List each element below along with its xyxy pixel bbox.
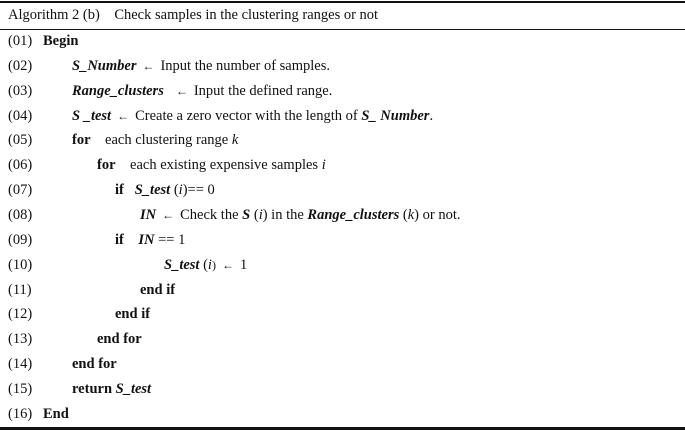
line-number: (08) xyxy=(8,206,33,223)
code-token: i xyxy=(207,256,212,273)
code-token: if xyxy=(115,231,124,248)
line-code xyxy=(72,83,332,100)
code-token: ) in the xyxy=(262,206,308,223)
code-token: 1 xyxy=(239,256,248,273)
code-token: Input the number of samples. xyxy=(160,57,331,74)
code-token: Create a zero vector with the length of xyxy=(135,107,362,124)
code-token: return xyxy=(72,380,116,397)
code-token: Range_clusters xyxy=(72,82,164,99)
code-token: each existing expensive samples xyxy=(115,157,322,174)
line-code xyxy=(72,58,330,75)
code-token: if xyxy=(115,182,124,199)
code-token: End xyxy=(43,405,69,422)
line-number: (02) xyxy=(8,57,33,74)
line-code xyxy=(72,381,151,398)
line-code xyxy=(43,33,78,50)
line-code xyxy=(140,207,460,224)
line-code xyxy=(72,108,433,125)
bottom-rule xyxy=(0,427,685,430)
code-token: IN xyxy=(138,231,155,248)
title-rule xyxy=(0,29,685,30)
assign-arrow: ) ← xyxy=(211,257,240,272)
code-token: i xyxy=(321,157,326,174)
code-token: k xyxy=(407,206,415,223)
line-number: (06) xyxy=(8,157,33,174)
line-code xyxy=(115,182,215,199)
line-number: (03) xyxy=(8,82,33,99)
code-token: end for xyxy=(97,331,142,348)
code-token: ( xyxy=(170,182,179,199)
code-token: ( xyxy=(199,256,208,273)
line-number: (07) xyxy=(8,182,33,199)
code-token: end if xyxy=(115,306,151,323)
algorithm-title xyxy=(8,7,378,24)
code-token: ( xyxy=(250,206,259,223)
code-token: i xyxy=(258,206,263,223)
line-code xyxy=(164,257,247,274)
line-number: (16) xyxy=(8,405,33,422)
line-number: (10) xyxy=(8,256,33,273)
algorithm-label: Algorithm 2 (b) xyxy=(8,7,100,23)
algorithm-caption: Check samples in the clustering ranges or not xyxy=(114,7,379,23)
code-token: for xyxy=(72,132,91,149)
code-token: . xyxy=(429,107,434,124)
code-token: IN xyxy=(140,206,157,223)
line-code xyxy=(97,157,326,174)
line-number: (14) xyxy=(8,356,33,373)
line-code xyxy=(140,282,175,299)
assign-arrow: ← xyxy=(136,58,161,73)
code-token: end for xyxy=(72,356,117,373)
code-token: ) or not. xyxy=(414,206,461,223)
line-number: (12) xyxy=(8,306,33,323)
assign-arrow: ← xyxy=(163,83,194,98)
line-code xyxy=(72,356,117,373)
line-number: (13) xyxy=(8,331,33,348)
line-number: (04) xyxy=(8,107,33,124)
line-code xyxy=(97,331,142,348)
code-token: S _test xyxy=(72,107,112,124)
code-token: )== 0 xyxy=(182,182,215,199)
code-token: == 1 xyxy=(154,231,186,248)
code-token: S_test xyxy=(134,182,171,199)
line-number: (01) xyxy=(8,33,33,49)
code-token: S xyxy=(242,206,251,223)
line-code xyxy=(115,232,185,249)
code-token xyxy=(124,182,135,198)
line-code xyxy=(43,406,69,423)
code-token: Range_clusters xyxy=(307,206,400,223)
line-code xyxy=(72,132,238,149)
line-number: (11) xyxy=(8,281,32,298)
line-number: (09) xyxy=(8,231,33,248)
code-token: each clustering range xyxy=(90,132,232,149)
line-number: (05) xyxy=(8,132,33,149)
line-number: (15) xyxy=(8,380,33,397)
code-token: Check the xyxy=(180,206,243,223)
assign-arrow: ← xyxy=(111,108,136,123)
code-token: Begin xyxy=(43,33,79,49)
code-token: S_Number xyxy=(72,57,137,74)
code-token: S_test xyxy=(164,256,200,273)
code-token: Input the defined range. xyxy=(193,82,333,99)
code-token: for xyxy=(97,157,116,174)
code-token: end if xyxy=(140,281,176,298)
top-rule xyxy=(0,1,685,3)
code-token xyxy=(124,232,139,248)
assign-arrow: ← xyxy=(156,207,181,222)
code-token: S_test xyxy=(115,380,152,397)
code-token: i xyxy=(178,182,183,199)
line-code xyxy=(115,306,150,323)
code-token: k xyxy=(231,132,239,149)
code-token: ( xyxy=(399,206,408,223)
code-token: S_ Number xyxy=(361,107,430,124)
